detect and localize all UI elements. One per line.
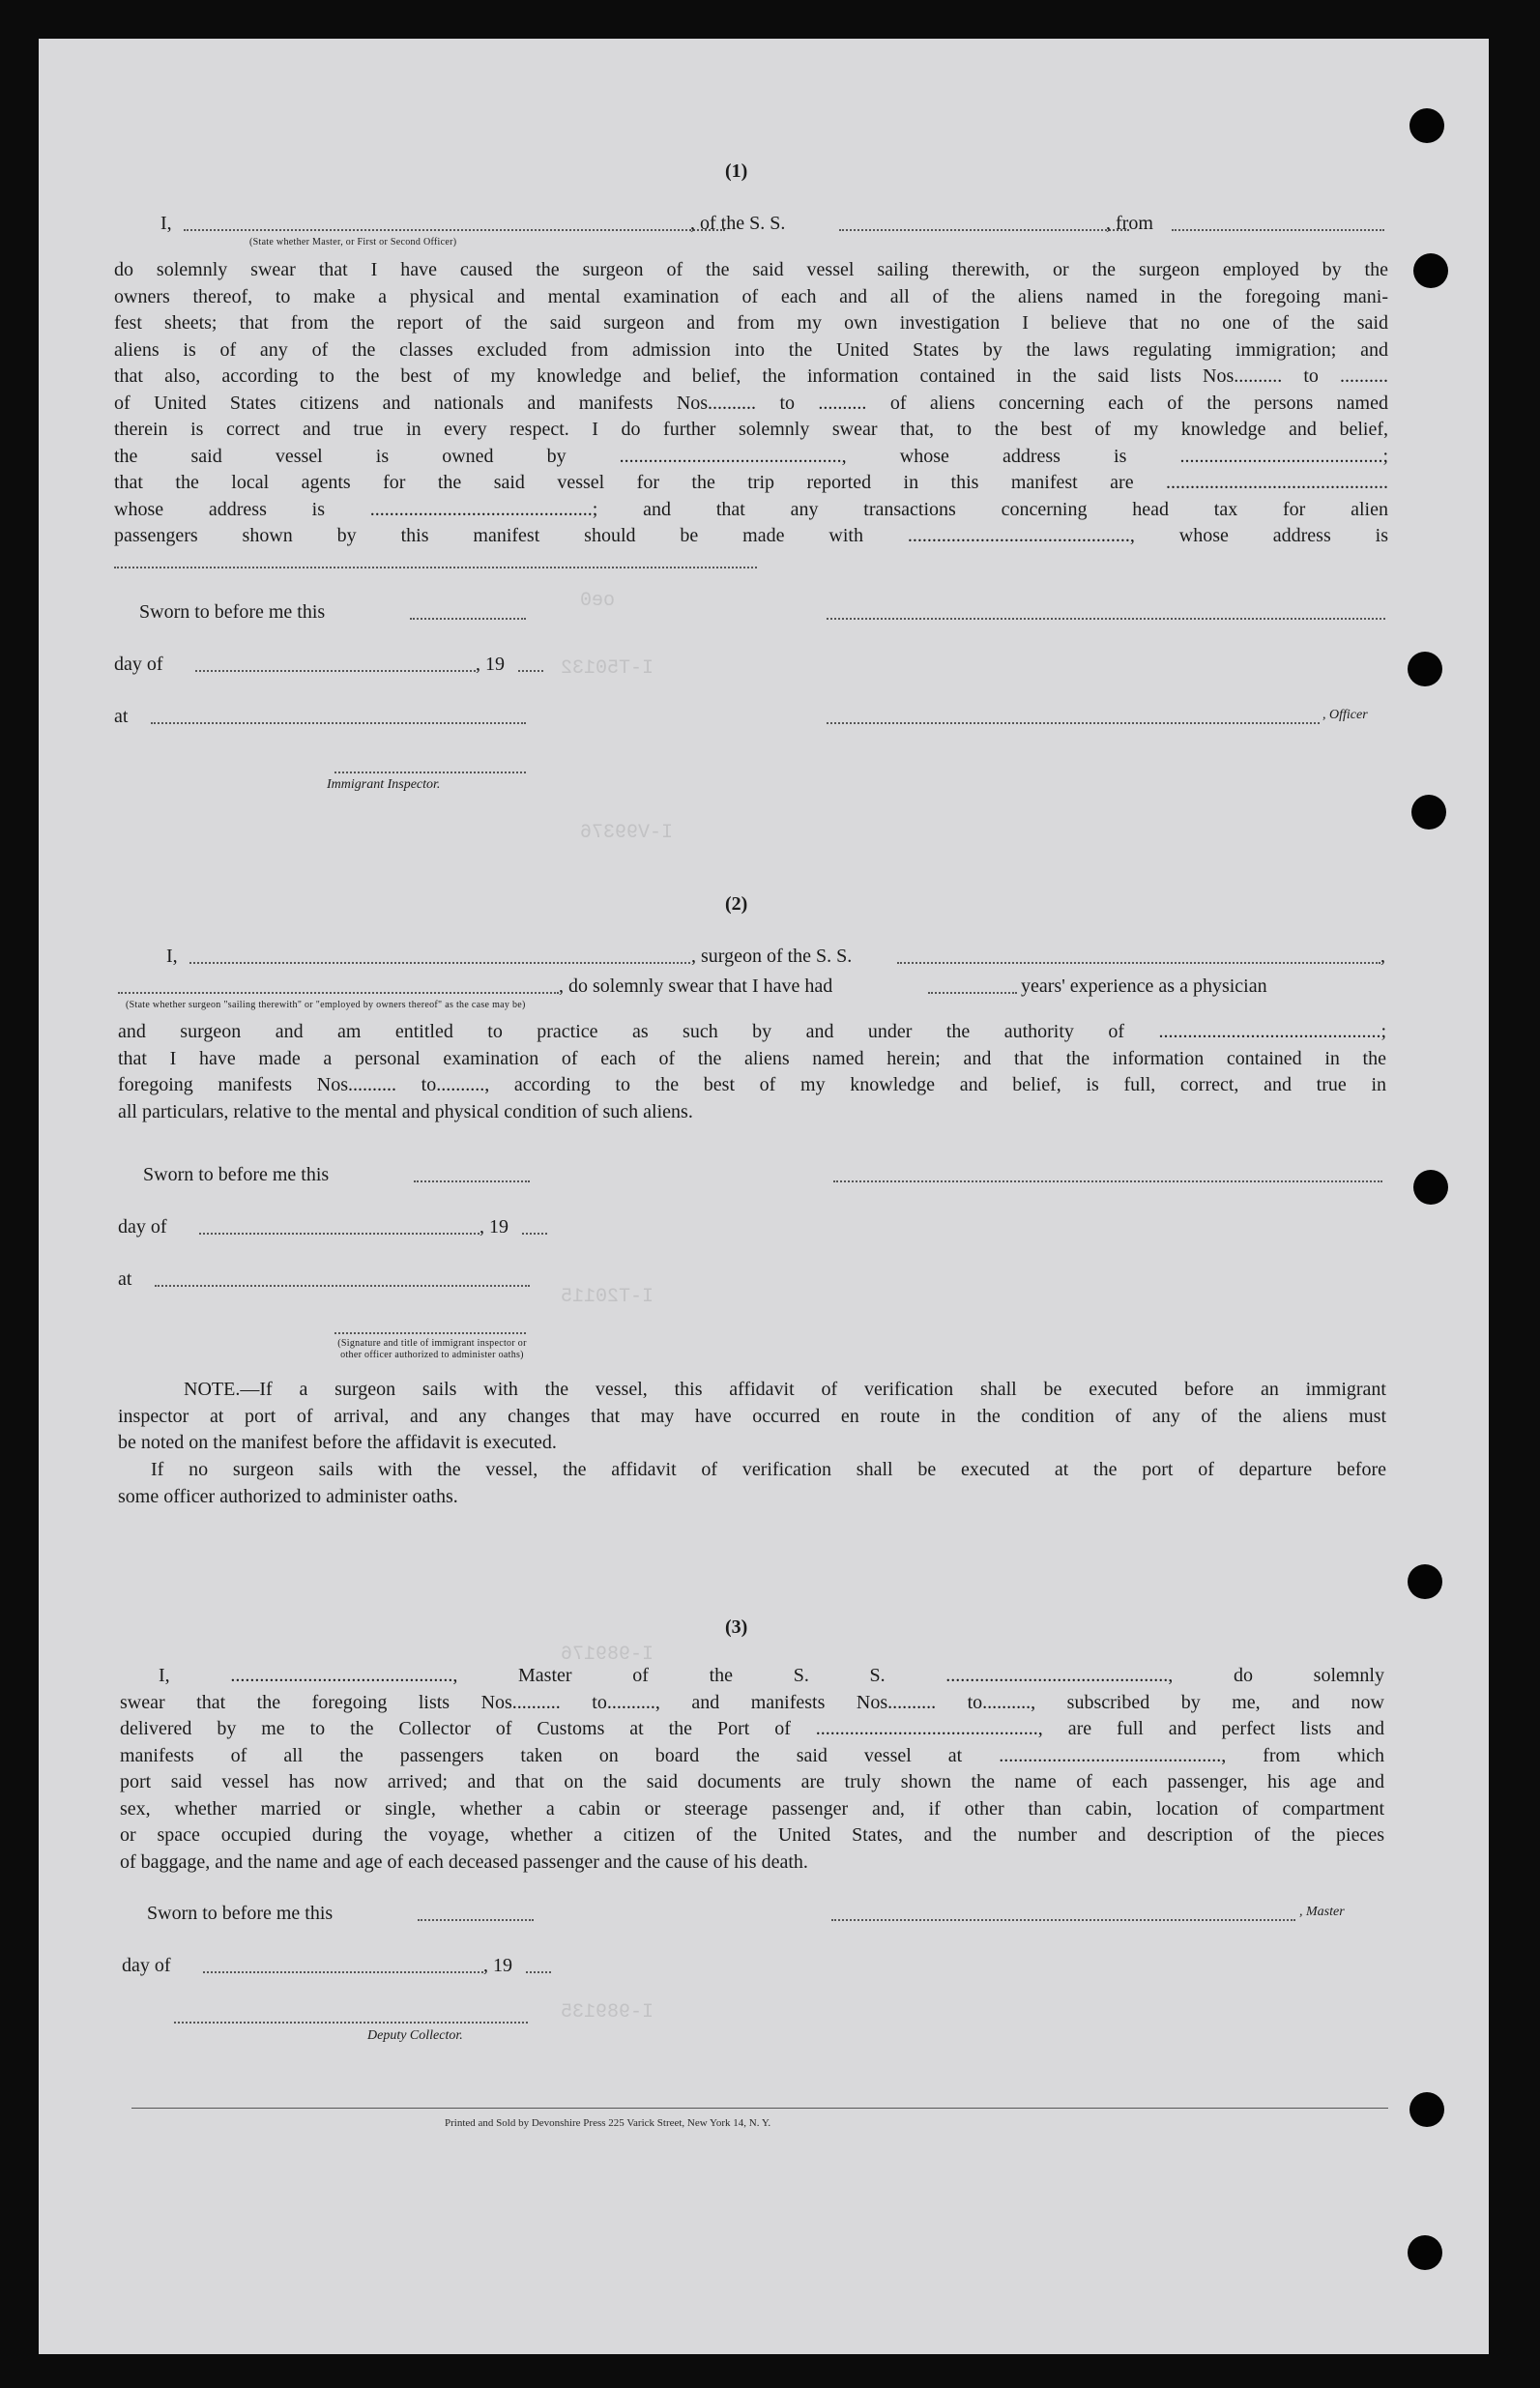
punch-hole	[1413, 1170, 1448, 1205]
note-paragraph	[118, 1377, 1386, 1457]
signature-caption: (Signature and title of immigrant inspector or other officer authorized to administer oaths)	[337, 1338, 527, 1360]
punch-hole	[1409, 2092, 1444, 2127]
at-label: at	[118, 1268, 132, 1290]
punch-hole	[1409, 108, 1444, 143]
master-signature-field[interactable]	[831, 1919, 1295, 1921]
of-ss-label: , of the S. S.	[690, 213, 786, 234]
sworn-date-field[interactable]	[410, 618, 526, 620]
oath-i-label: I,	[160, 213, 172, 234]
section-2-heading: (2)	[725, 893, 748, 915]
years-experience-field[interactable]	[928, 992, 1017, 994]
bleed-through: I-T20115	[561, 1286, 654, 1308]
oath-line: swear that the foregoing lists Nos.......... to.........., and manifests Nos.......... to.........., subscribed by me, and now	[120, 1691, 1384, 1713]
inspector-label: Immigrant Inspector.	[327, 777, 441, 792]
from-label: , from	[1106, 213, 1153, 234]
year-field[interactable]	[518, 670, 543, 672]
year-label: , 19	[483, 1955, 512, 1976]
sworn-date-field[interactable]	[414, 1180, 530, 1182]
oath-line: of United States citizens and nationals and manifests Nos.......... to .......... of aliens concerning each of the persons named	[114, 392, 1388, 414]
note-line: inspector at port of arrival, and any changes that may have occurred en route in the condition of any of the aliens must	[118, 1405, 1386, 1427]
note-line: some officer authorized to administer oaths.	[118, 1485, 458, 1507]
surgeon-name-field[interactable]	[189, 962, 690, 964]
oath-line: sex, whether married or single, whether a cabin or steerage passenger and, if other than cabin, location of compartment	[120, 1797, 1384, 1820]
bleed-through: I-989135	[561, 2001, 654, 2024]
punch-hole	[1413, 253, 1448, 288]
day-of-label: day of	[114, 654, 163, 675]
section-1-heading: (1)	[725, 160, 748, 182]
oath-line: aliens is of any of the classes excluded from admission into the United States by the laws regulating immigration; and	[114, 338, 1388, 361]
year-label: , 19	[476, 654, 505, 675]
oath-line: owners thereof, to make a physical and mental examination of each and all of the aliens named in the foregoing mani-	[114, 285, 1388, 307]
section-3-oath-text	[120, 1663, 1384, 1876]
oath-line: that I have made a personal examination of each of the aliens named herein; and that the information contained in the	[118, 1047, 1386, 1069]
inspector-signature-field[interactable]	[334, 772, 526, 773]
punch-hole	[1408, 652, 1442, 686]
sworn-date-field[interactable]	[418, 1919, 534, 1921]
oath-line: I, .............................................., Master of the S. S. .............................................., do solemnly	[159, 1665, 1384, 1686]
note-line: If no surgeon sails with the vessel, the affidavit of verification shall be executed at the port of departure before	[151, 1459, 1386, 1480]
sworn-label: Sworn to before me this	[143, 1164, 330, 1185]
oath-line: all particulars, relative to the mental and physical condition of such aliens.	[118, 1100, 693, 1122]
sworn-label: Sworn to before me this	[139, 601, 326, 623]
note-line: NOTE.—If a surgeon sails with the vessel, this affidavit of verification shall be executed before an immigrant	[184, 1379, 1386, 1400]
collector-signature-field[interactable]	[174, 2022, 528, 2024]
day-of-field[interactable]	[199, 1233, 479, 1235]
address-continuation-field[interactable]	[114, 567, 757, 568]
oath-line: delivered by me to the Collector of Customs at the Port of .............................................., are full and perfect lists and	[120, 1718, 1384, 1739]
note2-paragraph	[118, 1457, 1386, 1510]
swear-label: , do solemnly swear that I have had	[559, 976, 833, 997]
officer-name-field[interactable]	[184, 229, 725, 231]
oath-line: whose address is ..............................................; and that any transactions concerning head tax for alien	[114, 498, 1388, 520]
at-place-field[interactable]	[151, 722, 526, 724]
surgeon-caption: (State whether surgeon "sailing therewith" or "employed by owners thereof" as the case may be)	[126, 1000, 526, 1010]
surgeon-i-label: I,	[166, 946, 178, 967]
oath-line: therein is correct and true in every respect. I do further solemnly swear that, to the best of my knowledge and belief,	[114, 419, 1388, 440]
punch-hole	[1408, 2235, 1442, 2270]
oath-line: and surgeon and am entitled to practice as such by and under the authority of ..............................................;	[118, 1021, 1386, 1042]
bleed-through: oe0	[580, 590, 616, 612]
punch-hole	[1408, 1564, 1442, 1599]
surgeon-of-ss-label: , surgeon of the S. S.	[691, 946, 853, 967]
vessel-name-field[interactable]	[839, 229, 1129, 231]
printer-imprint: Printed and Sold by Devonshire Press 225 Varick Street, New York 14, N. Y.	[445, 2117, 771, 2129]
oath-line: that also, according to the best of my knowledge and belief, the information contained in the said lists Nos.......... to ..........	[114, 365, 1388, 387]
oath-line: or space occupied during the voyage, whether a citizen of the United States, and the number and description of the pieces	[120, 1824, 1384, 1846]
surgeon-status-field[interactable]	[118, 992, 559, 994]
officer-label: , Officer	[1322, 708, 1368, 722]
master-label: , Master	[1299, 1905, 1345, 1919]
day-of-field[interactable]	[195, 670, 476, 672]
oath-line: that the local agents for the said vessel for the trip reported in this manifest are ..............................................	[114, 472, 1388, 493]
bleed-through: I-T50132	[561, 657, 654, 680]
oath-line: manifests of all the passengers taken on board the said vessel at .............................................., from which	[120, 1744, 1384, 1766]
officer-title-field[interactable]	[827, 722, 1320, 724]
surgeon-signature-field[interactable]	[833, 1180, 1382, 1182]
footer-rule	[131, 2108, 1388, 2109]
manifest-back-page	[39, 39, 1489, 2354]
day-of-label: day of	[122, 1955, 171, 1976]
punch-hole	[1411, 795, 1446, 830]
section-3-heading: (3)	[725, 1616, 748, 1638]
oath-line: do solemnly swear that I have caused the surgeon of the said vessel sailing therewith, or the surgeon employed by the	[114, 259, 1388, 280]
years-label: years' experience as a physician	[1021, 976, 1267, 997]
oath-line: of baggage, and the name and age of each deceased passenger and the cause of his death.	[120, 1850, 808, 1873]
section-1-oath-text	[114, 257, 1388, 550]
at-label: at	[114, 706, 129, 727]
at-place-field[interactable]	[155, 1285, 530, 1287]
surgeon-vessel-field[interactable]	[897, 962, 1380, 964]
officer-caption: (State whether Master, or First or Second Officer)	[249, 237, 457, 248]
note-line: be noted on the manifest before the affidavit is executed.	[118, 1432, 557, 1453]
section-2-oath-text	[118, 1019, 1386, 1125]
year-field[interactable]	[522, 1233, 547, 1235]
oath-line: foregoing manifests Nos.......... to.........., according to the best of my knowledge and belief, is full, correct, and true in	[118, 1074, 1386, 1095]
officer-signature-field[interactable]	[827, 618, 1385, 620]
oath-line: port said vessel has now arrived; and that on the said documents are truly shown the name of each passenger, his age and	[120, 1771, 1384, 1792]
year-label: , 19	[479, 1216, 508, 1238]
sworn-label: Sworn to before me this	[147, 1903, 334, 1924]
day-of-field[interactable]	[203, 1971, 483, 1973]
year-field[interactable]	[526, 1971, 551, 1973]
day-of-label: day of	[118, 1216, 167, 1238]
comma-label: ,	[1380, 946, 1385, 967]
from-port-field[interactable]	[1172, 229, 1384, 231]
oath-line: the said vessel is owned by .............................................., whose address is ..........................................;	[114, 445, 1388, 467]
oath-line: fest sheets; that from the report of the said surgeon and from my own investigation I believe that no one of the said	[114, 312, 1388, 334]
oath-line: passengers shown by this manifest should be made with .............................................., whose address is	[114, 525, 1388, 546]
bleed-through: I-989176	[561, 1644, 654, 1666]
bleed-through: I-V99376	[580, 822, 674, 844]
collector-label: Deputy Collector.	[367, 2028, 463, 2043]
inspector-signature-field[interactable]	[334, 1332, 526, 1334]
